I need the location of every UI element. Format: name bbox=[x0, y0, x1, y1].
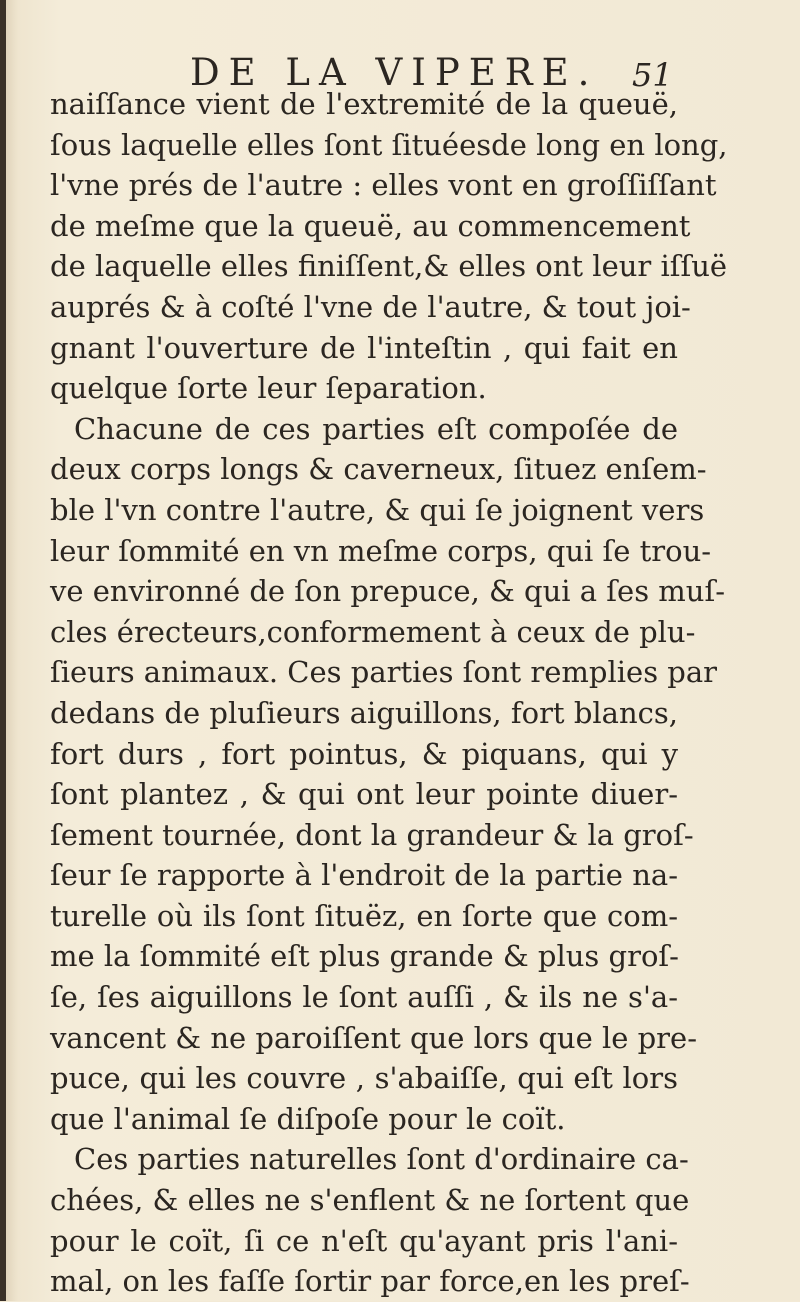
text-line: ſement tournée, dont la grandeur & la groſ- bbox=[50, 817, 694, 852]
text-line: l'vne prés de l'autre : elles vont en groſſiſſant bbox=[50, 168, 717, 203]
text-line: ſont plantez , & qui ont leur pointe diuer- bbox=[50, 777, 678, 812]
text-line: vancent & ne paroiſſent que lors que le pre- bbox=[50, 1020, 698, 1055]
running-head-title: DE LA VIPERE. bbox=[190, 51, 599, 94]
text-line: ſeur ſe rapporte à l'endroit de la partie na- bbox=[50, 858, 678, 893]
text-line: quelque ſorte leur ſeparation. bbox=[50, 371, 487, 406]
body-text bbox=[50, 84, 728, 1302]
text-line: fort durs , fort pointus, & piquans, qui y bbox=[50, 736, 678, 771]
text-line: ve environné de ſon prepuce, & qui a ſes muſ- bbox=[50, 574, 726, 609]
text-line: turelle où ils ſont ſituëz, en ſorte que com- bbox=[50, 898, 678, 933]
text-line: de meſme que la queuë, au commencement bbox=[50, 208, 691, 243]
text-line: ſous laquelle elles ſont ſituéesde long en long, bbox=[50, 127, 728, 162]
paragraph-start-line: Chacune de ces parties eſt compoſée de bbox=[74, 411, 678, 446]
text-line: dedans de pluſieurs aiguillons, fort blancs, bbox=[50, 695, 678, 730]
paragraph-start-line: Ces parties naturelles ſont d'ordinaire ca- bbox=[74, 1142, 689, 1177]
text-line: puce, qui les couvre , s'abaiſſe, qui eſt lors bbox=[50, 1061, 678, 1096]
text-line: que l'animal ſe diſpoſe pour le coït. bbox=[50, 1101, 566, 1136]
text-line: ble l'vn contre l'autre, & qui ſe joignent vers bbox=[50, 492, 705, 527]
text-line: gnant l'ouverture de l'inteſtin , qui fait en bbox=[50, 330, 678, 365]
page-binding-edge bbox=[0, 0, 6, 1301]
text-line: leur ſommité en vn meſme corps, qui ſe trou- bbox=[50, 533, 712, 568]
text-line: mal, on les faſſe ſortir par force,en les preſ- bbox=[50, 1264, 690, 1299]
text-line: naiſſance vient de l'extremité de la queuë, bbox=[50, 87, 678, 121]
text-line: auprés & à coſté l'vne de l'autre, & tout joi- bbox=[50, 289, 691, 324]
text-line: pour le coït, ſi ce n'eſt qu'ayant pris l'ani- bbox=[50, 1223, 678, 1258]
page-number: 51 bbox=[632, 56, 673, 94]
text-line: cles érecteurs,conformement à ceux de plu- bbox=[50, 614, 696, 649]
text-line: chées, & elles ne s'enflent & ne ſortent que bbox=[50, 1183, 690, 1218]
text-line: de laquelle elles finiſſent,& elles ont leur iſſuë bbox=[50, 249, 728, 284]
text-line: ſieurs animaux. Ces parties ſont remplies par bbox=[50, 655, 718, 690]
text-line: ſe, ſes aiguillons le ſont auſſi , & ils ne s'a- bbox=[50, 980, 678, 1015]
text-line: me la ſommité eſt plus grande & plus groſ- bbox=[50, 939, 679, 974]
text-line: deux corps longs & caverneux, ſituez enſem- bbox=[50, 452, 707, 487]
